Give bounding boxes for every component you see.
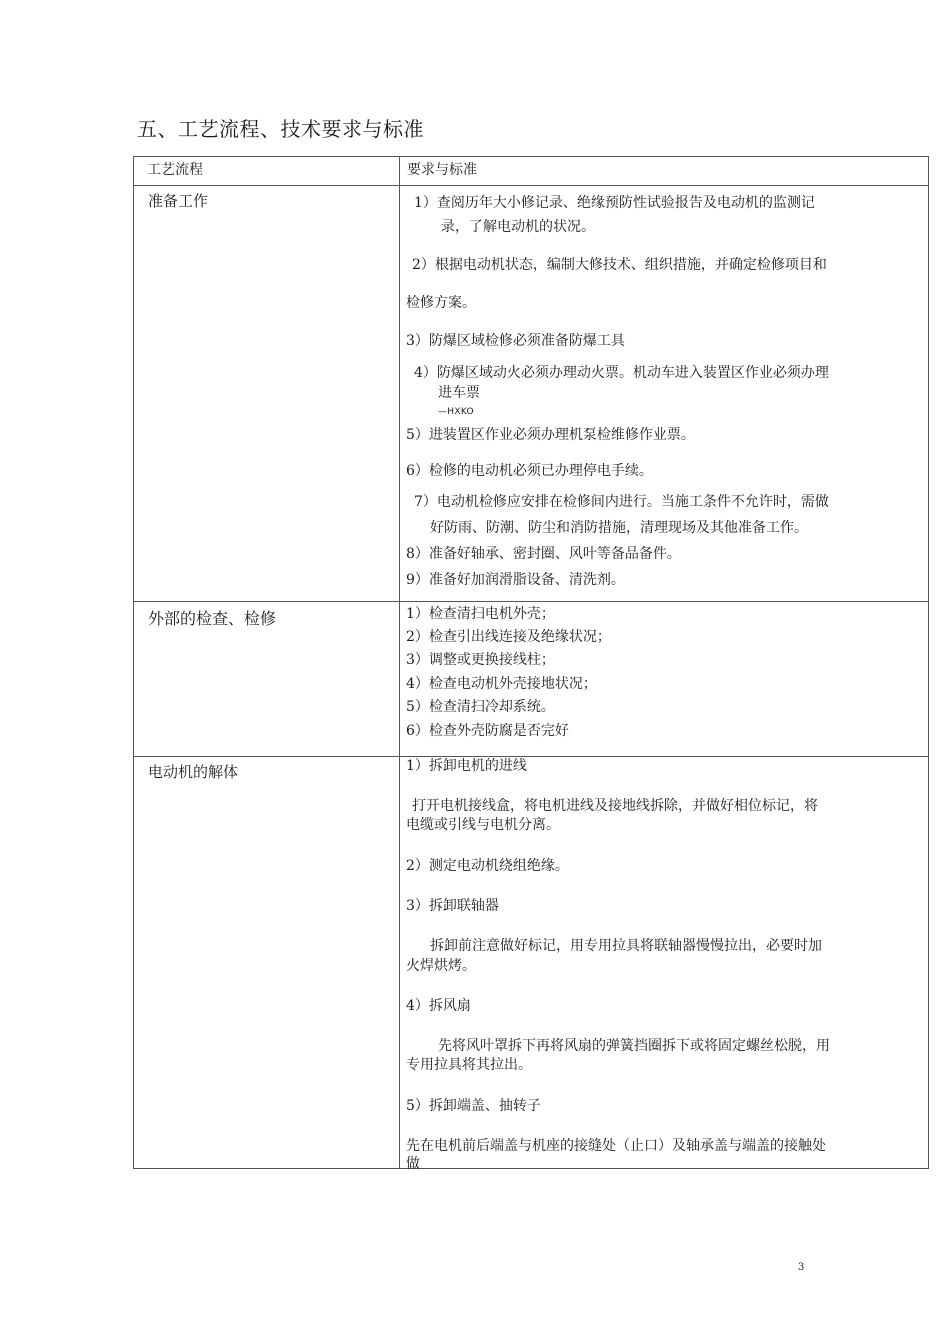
req-line: 1）检查清扫电机外壳；	[406, 606, 555, 622]
step-external-inspection: 外部的检查、检修	[134, 602, 400, 757]
requirements-disassembly	[400, 757, 929, 1172]
req-line: 5）进装置区作业必须办理机泵检维修作业票。	[406, 427, 695, 443]
req-line: 2）根据电动机状态，编制大修技术、组织措施，并确定检修项目和	[412, 257, 827, 273]
req-line: 5）拆卸端盖、抽转子	[406, 1098, 541, 1114]
step-disassembly: 电动机的解体	[134, 757, 400, 1169]
req-line: 检修方案。	[406, 295, 476, 311]
req-line: 打开电机接线盒，将电机进线及接地线拆除，并做好相位标记，将	[412, 798, 818, 814]
req-line: 8）准备好轴承、密封圈、风叶等备品备件。	[406, 546, 681, 562]
req-line: 1）查阅历年大小修记录、绝缘预防性试验报告及电动机的监测记	[414, 195, 815, 211]
req-line: 先在电机前后端盖与机座的接缝处（止口）及轴承盖与端盖的接触处	[406, 1138, 826, 1154]
req-line: 9）准备好加润滑脂设备、清洗剂。	[406, 572, 625, 588]
table-row	[134, 757, 929, 1169]
req-line: 2）检查引出线连接及绝缘状况；	[406, 629, 611, 645]
requirements-prep	[400, 186, 929, 602]
table-row	[134, 602, 929, 757]
req-line: 做	[406, 1156, 420, 1172]
header-requirements: 要求与标准	[400, 157, 929, 186]
req-line: 录，了解电动机的状况。	[441, 219, 595, 235]
table-row	[134, 186, 929, 602]
req-line: 4）拆风扇	[406, 998, 471, 1014]
req-line: 1）拆卸电机的进线	[406, 758, 527, 774]
req-line: 先将风叶罩拆下再将风扇的弹簧挡圈拆下或将固定螺丝松脱，用	[438, 1038, 830, 1054]
req-line: 专用拉具将其拉出。	[406, 1057, 532, 1073]
req-line: 2）测定电动机绕组绝缘。	[406, 858, 569, 874]
req-note: —HXKO	[438, 407, 474, 417]
table-header-row	[134, 157, 929, 186]
req-line: 6）检查外壳防腐是否完好	[406, 723, 569, 739]
req-line: 7）电动机检修应安排在检修间内进行。当施工条件不允许时，需做	[414, 494, 829, 510]
header-process: 工艺流程	[134, 157, 400, 186]
section-heading: 五、工艺流程、技术要求与标准	[137, 117, 424, 141]
page-number: 3	[798, 1262, 805, 1273]
req-line: 3）防爆区域检修必须准备防爆工具	[406, 333, 625, 349]
req-line: 好防雨、防潮、防尘和消防措施，清理现场及其他准备工作。	[430, 520, 808, 536]
requirements-external-inspection	[400, 602, 929, 757]
req-line: 电缆或引线与电机分离。	[406, 817, 560, 833]
req-line: 4）检查电动机外壳接地状况；	[406, 676, 597, 692]
process-table	[133, 156, 929, 1172]
req-line: 火焊烘烤。	[406, 958, 476, 974]
req-line: 3）拆卸联轴器	[406, 898, 499, 914]
req-line: 5）检查清扫冷却系统。	[406, 699, 555, 715]
req-line: 3）调整或更换接线柱；	[406, 652, 555, 668]
req-line: 拆卸前注意做好标记，用专用拉具将联轴器慢慢拉出，必要时加	[430, 938, 822, 954]
req-line: 4）防爆区域动火必须办理动火票。机动车进入装置区作业必须办理	[414, 365, 829, 381]
step-prep: 准备工作	[134, 186, 400, 602]
req-line: 进车票	[438, 385, 480, 401]
req-line: 6）检修的电动机必须已办理停电手续。	[406, 463, 653, 479]
